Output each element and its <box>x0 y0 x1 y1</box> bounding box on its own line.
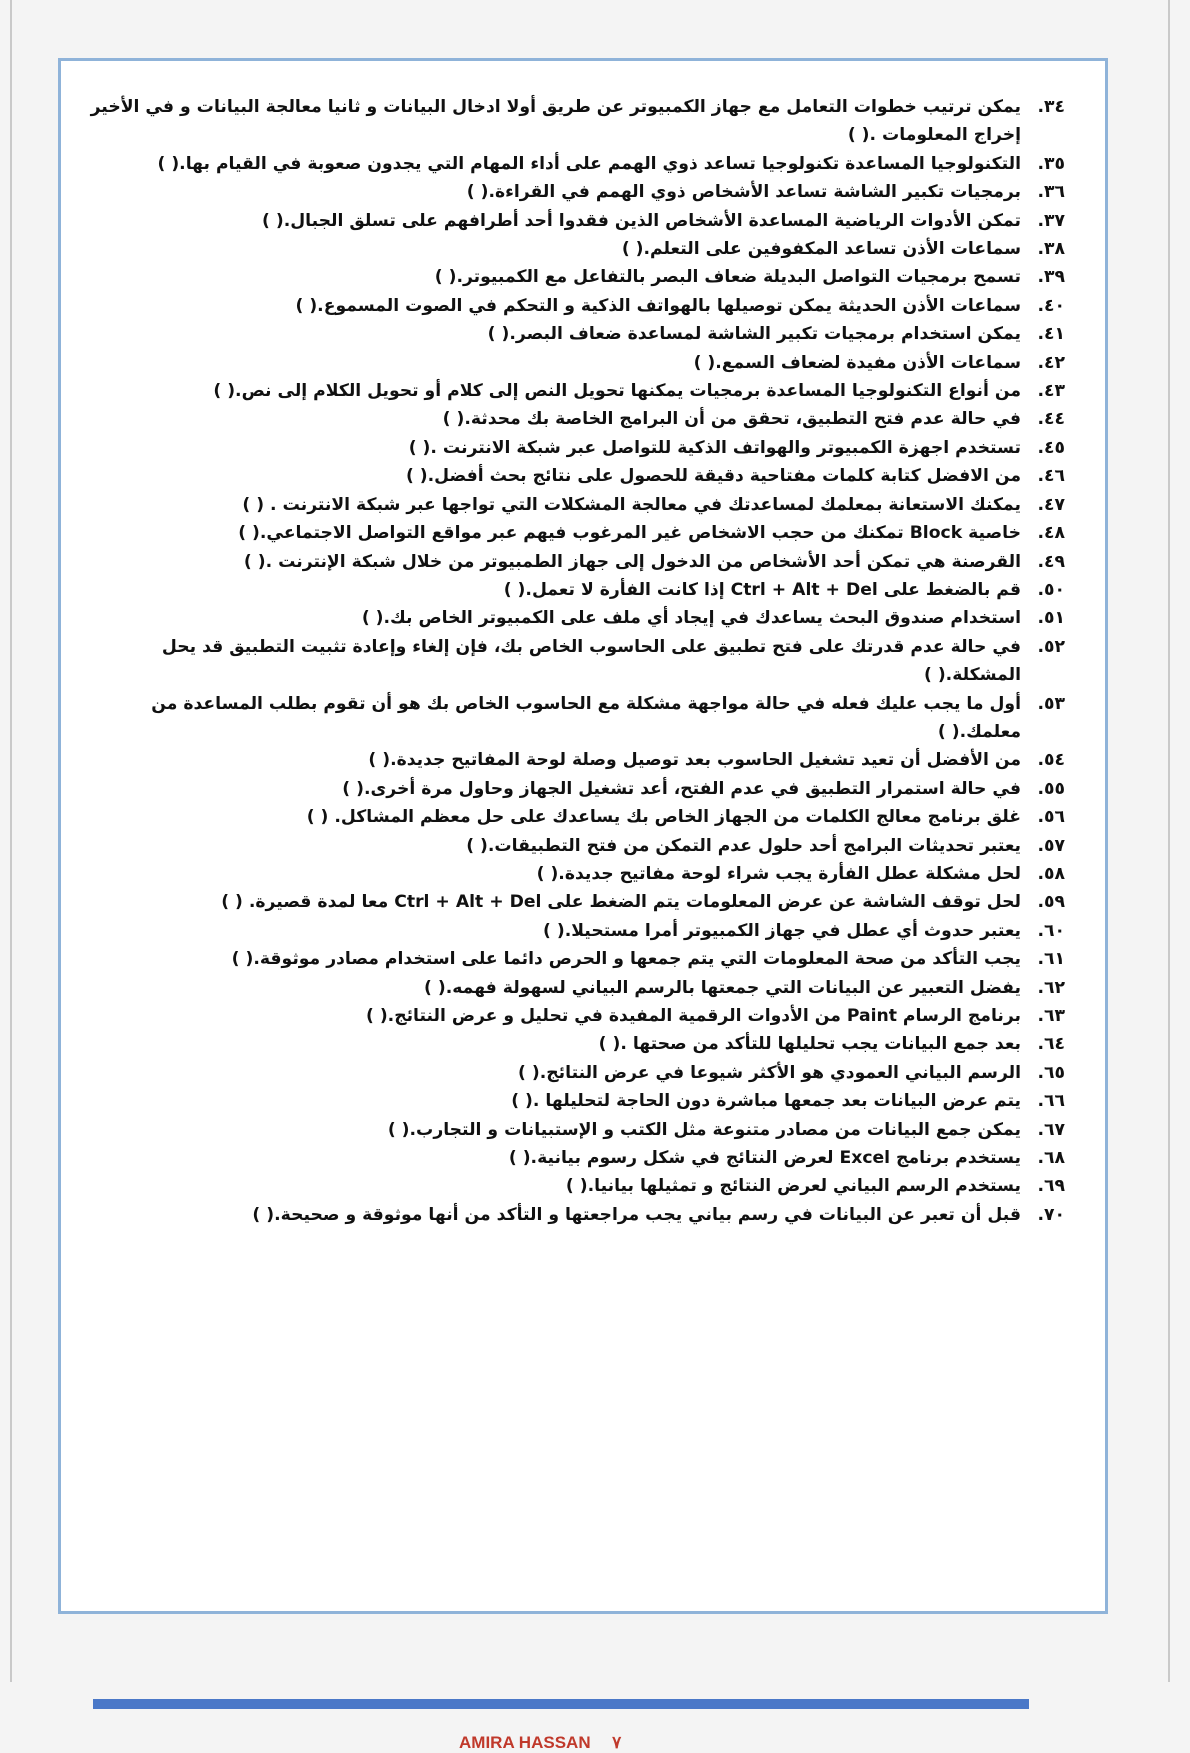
question-item <box>89 690 1065 747</box>
question-number: ٣٤. <box>1037 97 1065 117</box>
question-text: قبل أن تعبر عن البيانات في رسم بياني يجب مراجعتها و التأكد من أنها موثوقة و صحيحة.( ) <box>252 1204 1021 1225</box>
question-number: ٤٢. <box>1037 352 1065 373</box>
page-number: ٧ <box>612 1733 622 1752</box>
question-text: من الأفضل أن تعيد تشغيل الحاسوب بعد توصيل وصلة لوحة المفاتيح جديدة.( ) <box>368 750 1021 771</box>
question-item <box>89 803 1065 831</box>
question-number: ٦١. <box>1037 949 1065 970</box>
question-number: ٥٧. <box>1037 835 1065 856</box>
question-item <box>89 1144 1065 1172</box>
question-number: ٥٦. <box>1037 807 1065 828</box>
question-number: ٦٦. <box>1037 1091 1065 1112</box>
question-text: يجب التأكد من صحة المعلومات التي يتم جمعها و الحرص دائما على استخدام مصادر موثوقة.( ) <box>231 949 1021 970</box>
question-text: في حالة عدم فتح التطبيق، تحقق من أن البرامج الخاصة بك محدثة.( ) <box>442 409 1021 430</box>
question-text: سماعات الأذن الحديثة يمكن توصيلها بالهواتف الذكية و التحكم في الصوت المسموع.( ) <box>295 295 1021 316</box>
question-text: يفضل التعبير عن البيانات التي جمعتها بالرسم البياني لسهولة فهمه.( ) <box>424 977 1021 998</box>
question-number: ٦٤. <box>1037 1034 1065 1055</box>
page-footer <box>459 1733 621 1753</box>
question-text: بعد جمع البيانات يجب تحليلها للتأكد من صحتها .( ) <box>598 1034 1021 1055</box>
question-text: يمكنك الاستعانة بمعلمك لمساعدتك في معالجة المشكلات التي تواجها عبر شبكة الانترنت . ( ) <box>242 494 1021 515</box>
question-number: ٥٣. <box>1037 693 1065 714</box>
question-number: ٦٣. <box>1037 1006 1065 1026</box>
question-item <box>89 1116 1065 1144</box>
question-item <box>89 1059 1065 1087</box>
footer-divider <box>93 1699 1029 1709</box>
question-number: ٣٦. <box>1037 182 1065 203</box>
question-text: يعتبر تحديثات البرامج أحد حلول عدم التمكن من فتح التطبيقات.( ) <box>466 835 1021 856</box>
question-item <box>89 548 1065 576</box>
question-item <box>89 832 1065 860</box>
question-item <box>89 917 1065 945</box>
question-text: يستخدم برنامج Excel لعرض النتائج في شكل رسوم بيانية.( ) <box>508 1148 1021 1169</box>
question-item <box>89 633 1065 690</box>
question-item <box>89 576 1065 604</box>
question-text: لحل توقف الشاشة عن عرض المعلومات يتم الضغط على Ctrl + Alt + Del معا لمدة قصيرة. ( ) <box>221 892 1021 913</box>
question-number: ٤٧. <box>1037 494 1065 515</box>
question-text: لحل مشكلة عطل الفأرة يجب شراء لوحة مفاتيح جديدة.( ) <box>536 863 1021 884</box>
question-number: ٦٨. <box>1037 1148 1065 1169</box>
question-number: ٤١. <box>1037 324 1065 345</box>
question-number: ٥٥. <box>1037 778 1065 799</box>
question-text: تستخدم اجهزة الكمبيوتر والهواتف الذكية للتواصل عبر شبكة الانترنت .( ) <box>408 437 1021 458</box>
question-item <box>89 377 1065 405</box>
question-number: ٣٥. <box>1037 153 1065 174</box>
question-item <box>89 292 1065 320</box>
left-edge-line <box>10 0 12 1682</box>
question-text: يعتبر حدوث أي عطل في جهاز الكمبيوتر أمرا مستحيلا.( ) <box>543 920 1021 941</box>
question-number: ٤٤. <box>1037 409 1065 430</box>
question-text: خاصية Block تمكنك من حجب الاشخاص غير المرغوب فيهم عبر مواقع التواصل الاجتماعي.( ) <box>238 523 1021 544</box>
question-number: ٦٧. <box>1037 1119 1065 1140</box>
question-item <box>89 945 1065 973</box>
question-text: يمكن استخدام برمجيات تكبير الشاشة لمساعدة ضعاف البصر.( ) <box>487 324 1021 345</box>
question-number: ٥٢. <box>1037 636 1065 657</box>
right-edge-line <box>1168 0 1170 1682</box>
question-item <box>89 150 1065 178</box>
question-number: ٥٩. <box>1037 892 1065 913</box>
question-text: سماعات الأذن تساعد المكفوفين على التعلم.( ) <box>621 239 1021 260</box>
question-number: ٤٨. <box>1037 523 1065 544</box>
question-number: ٦٥. <box>1037 1062 1065 1083</box>
question-text: الرسم البياني العمودي هو الأكثر شيوعا في عرض النتائج.( ) <box>518 1062 1021 1083</box>
question-number: ٥٨. <box>1037 863 1065 884</box>
author-name: AMIRA HASSAN <box>459 1733 591 1752</box>
question-text: يمكن جمع البيانات من مصادر متنوعة مثل الكتب و الإستبيانات و التجارب.( ) <box>387 1119 1021 1140</box>
question-item <box>89 320 1065 348</box>
question-text: التكنولوجيا المساعدة تكنولوجيا تساعد ذوي الهمم على أداء المهام التي يجدون صعوبة في القيام بها.( ) <box>157 153 1021 174</box>
question-number: ٦٩. <box>1037 1176 1065 1197</box>
question-text: غلق برنامج معالج الكلمات من الجهاز الخاص بك يساعدك على حل معظم المشاكل. ( ) <box>306 807 1021 828</box>
question-text: يمكن ترتيب خطوات التعامل مع جهاز الكمبيوتر عن طريق أولا ادخال البيانات و ثانيا معالجة البيانات و في الأخير إخراج المعلومات .( ) <box>90 97 1021 146</box>
question-item <box>89 888 1065 916</box>
question-text: يستخدم الرسم البياني لعرض النتائج و تمثيلها بيانيا.( ) <box>565 1176 1021 1197</box>
question-number: ٣٨. <box>1037 239 1065 260</box>
question-item <box>89 1002 1065 1030</box>
question-item <box>89 263 1065 291</box>
question-item <box>89 974 1065 1002</box>
question-item <box>89 235 1065 263</box>
question-item <box>89 462 1065 490</box>
question-number: ٣٧. <box>1037 210 1065 231</box>
question-text: تمكن الأدوات الرياضية المساعدة الأشخاص الذين فقدوا أحد أطرافهم على تسلق الجبال.( ) <box>262 210 1021 231</box>
question-number: ٤٥. <box>1037 437 1065 458</box>
question-item <box>89 207 1065 235</box>
question-list <box>89 93 1065 1229</box>
question-number: ٧٠. <box>1037 1204 1065 1225</box>
question-text: تسمح برمجيات التواصل البديلة ضعاف البصر بالتفاعل مع الكمبيوتر.( ) <box>434 267 1021 288</box>
question-item <box>89 1087 1065 1115</box>
worksheet-page <box>58 58 1108 1752</box>
question-number: ٥٤. <box>1037 750 1065 771</box>
question-item <box>89 1172 1065 1200</box>
question-text: يتم عرض البيانات بعد جمعها مباشرة دون الحاجة لتحليلها .( ) <box>511 1091 1021 1112</box>
question-number: ٤٩. <box>1037 551 1065 572</box>
question-text: القرصنة هي تمكن أحد الأشخاص من الدخول إلى جهاز الطمبيوتر من خلال شبكة الإنترنت .( ) <box>243 551 1021 572</box>
question-number: ٣٩. <box>1037 267 1065 288</box>
question-item <box>89 1030 1065 1058</box>
question-text: برمجيات تكبير الشاشة تساعد الأشخاص ذوي الهمم في القراءة.( ) <box>466 182 1021 203</box>
question-item <box>89 349 1065 377</box>
question-number: ٥٠. <box>1037 579 1065 600</box>
question-item <box>89 1201 1065 1229</box>
question-item <box>89 519 1065 547</box>
question-item <box>89 405 1065 433</box>
question-item <box>89 604 1065 632</box>
question-item <box>89 178 1065 206</box>
question-number: ٤٦. <box>1037 466 1065 487</box>
question-item <box>89 860 1065 888</box>
question-text: في حالة استمرار التطبيق في عدم الفتح، أعد تشغيل الجهاز وحاول مرة أخرى.( ) <box>342 778 1021 799</box>
question-number: ٦٠. <box>1037 920 1065 941</box>
question-item <box>89 434 1065 462</box>
question-number: ٤٣. <box>1037 381 1065 402</box>
question-item <box>89 491 1065 519</box>
question-text: قم بالضغط على Ctrl + Alt + Del إذا كانت الفأرة لا تعمل.( ) <box>503 579 1021 600</box>
question-text: سماعات الأذن مفيدة لضعاف السمع.( ) <box>693 352 1021 373</box>
question-item <box>89 93 1065 150</box>
question-text: من الافضل كتابة كلمات مفتاحية دقيقة للحصول على نتائج بحث أفضل.( ) <box>405 466 1021 487</box>
question-text: من أنواع التكنولوجيا المساعدة برمجيات يمكنها تحويل النص إلى كلام أو تحويل الكلام إلى نص.( ) <box>213 381 1021 402</box>
question-text: أول ما يجب عليك فعله في حالة مواجهة مشكلة مع الحاسوب الخاص بك هو أن تقوم بطلب المساعدة من معلمك.( ) <box>151 693 1021 742</box>
question-text: في حالة عدم قدرتك على فتح تطبيق على الحاسوب الخاص بك، فإن إلغاء وإعادة تثبيت التطبيق قد يحل المشكلة.( ) <box>161 636 1021 686</box>
question-number: ٦٢. <box>1037 977 1065 998</box>
question-item <box>89 775 1065 803</box>
question-text: استخدام صندوق البحث يساعدك في إيجاد أي ملف على الكمبيوتر الخاص بك.( ) <box>361 608 1021 629</box>
question-text: برنامج الرسام Paint من الأدوات الرقمية المفيدة في تحليل و عرض النتائج.( ) <box>365 1006 1021 1026</box>
question-number: ٤٠. <box>1037 295 1065 316</box>
question-number: ٥١. <box>1037 608 1065 629</box>
question-item <box>89 746 1065 774</box>
